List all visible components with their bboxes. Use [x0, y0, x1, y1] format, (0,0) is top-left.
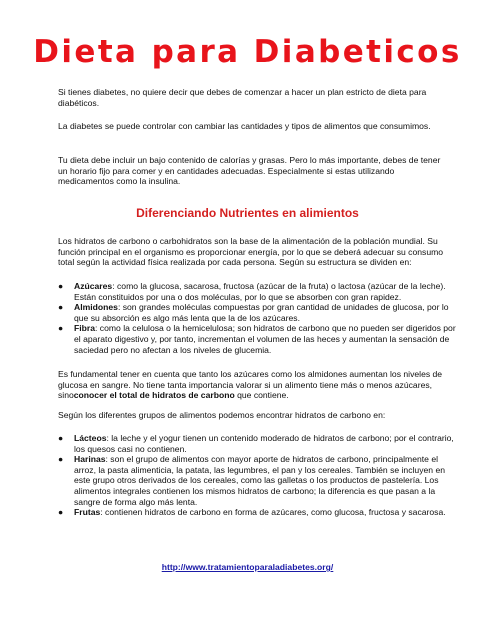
list-item — [58, 281, 456, 302]
list-item-term: Fibra — [74, 323, 96, 334]
list-item-term: Harinas — [74, 454, 106, 465]
list-item-text: : como la glucosa, sacarosa, fructosa (azúcar de la fruta) o lactosa (azúcar de la leche). Están constituidos por una o dos moléculas, por lo que se absorben con gran rapidez. — [74, 281, 446, 302]
paragraph-text: que contiene. — [234, 390, 289, 401]
carbohydrate-types-list — [58, 281, 456, 355]
list-item — [58, 323, 456, 355]
section-heading: Diferenciando Nutrientes en alimientos — [136, 206, 359, 220]
list-item-text: : la leche y el yogur tienen un contenido moderado de hidratos de carbono; por el contrario, los quesos casi no contienen. — [74, 433, 454, 454]
document-title: Dieta para Diabeticos — [33, 34, 462, 70]
section-paragraph-3: Según los diferentes grupos de alimentos podemos encontrar hidratos de carbono en: — [58, 410, 386, 420]
bullet-icon: ● — [58, 281, 64, 291]
list-item — [58, 507, 456, 518]
intro-paragraph-2: La diabetes se puede controlar con cambiar las cantidades y tipos de alimentos que consumimos. — [58, 121, 431, 131]
list-item-term: Frutas — [74, 507, 101, 518]
intro-paragraph-1: Si tienes diabetes, no quiere decir que debes de comenzar a hacer un plan estricto de dieta para diabéticos. — [58, 87, 427, 108]
list-item — [58, 433, 456, 454]
bullet-icon: ● — [58, 323, 64, 334]
paragraph-text: Es fundamental tener en cuenta que tanto los azúcares como los almidones aumentan los niveles de glucosa en sangre. No tiene tanta importancia valorar si un alimento tiene más o menos azúcares, sino — [58, 369, 443, 401]
list-item-term: Almidones — [74, 302, 118, 313]
list-item-term: Lácteos — [74, 433, 107, 443]
list-item-text: : son el grupo de alimentos con mayor aporte de hidratos de carbono, principalmente el arroz, la pasta alimenticia, la patata, las legumbres, el pan y los cereales. También se incluyen en este grupo otros derivados de los cereales, como las galletas o los productos de pastelería. Los alimentos integrales contienen los mismos hidratos de carbono; la diferencia es que pasan a la sangre de forma algo más lenta. — [74, 454, 446, 507]
emphasis-text: conocer el total de hidratos de carbono — [73, 390, 235, 401]
food-groups-list — [58, 433, 456, 518]
section-paragraph-1: Los hidratos de carbono o carbohidratos son la base de la alimentación de la población mundial. Su función principal en el organismo es proporcionar energía, por lo que se deberá adecuar su consumo total según la actividad física realizada por cada persona. Según su estructura se dividen en: — [58, 236, 444, 268]
list-item-text: : contienen hidratos de carbono en forma de azúcares, como glucosa, fructosa y sacarosa. — [100, 507, 446, 518]
list-item — [58, 454, 456, 507]
list-item — [58, 302, 456, 323]
list-item-text: : son grandes moléculas compuestas por gran cantidad de unidades de glucosa, por lo que su absorción es algo más lenta que la de los azúcares. — [74, 302, 449, 323]
bullet-icon: ● — [58, 302, 64, 313]
list-item-text: : como la celulosa o la hemicelulosa; son hidratos de carbono que no pueden ser digeridos por el aparato digestivo y, por tanto, incrementan el volumen de las heces y aumentan la sensación de saciedad pero no afectan a los niveles de glucemia. — [74, 323, 456, 355]
section-paragraph-2 — [58, 369, 452, 401]
footer-link[interactable]: http://www.tratamientoparaladiabetes.org/ — [161, 562, 334, 572]
bullet-icon: ● — [58, 454, 64, 465]
bullet-icon: ● — [58, 433, 64, 443]
bullet-icon: ● — [58, 507, 64, 518]
intro-paragraph-3: Tu dieta debe incluir un bajo contenido de calorías y grasas. Pero lo más importante, debes de tener un horario fijo para comer y en cantidades adecuadas. Especialmente si estas utilizando medicamentos como la insulina. — [58, 155, 441, 187]
list-item-term: Azúcares — [74, 281, 113, 291]
